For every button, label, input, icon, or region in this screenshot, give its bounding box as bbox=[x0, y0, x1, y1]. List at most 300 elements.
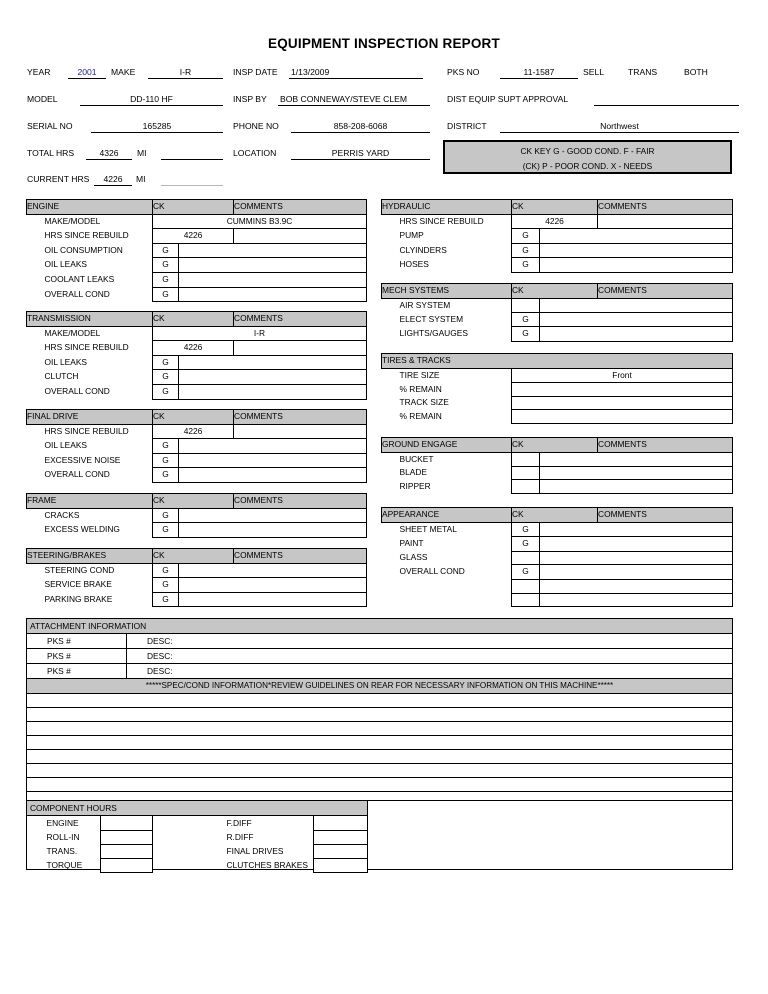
col-header-comments: COMMENTS bbox=[234, 200, 367, 215]
section-engine bbox=[26, 199, 367, 302]
row-label: OIL LEAKS bbox=[44, 356, 88, 367]
col-header-comments: COMMENTS bbox=[598, 438, 733, 453]
row-label: LIGHTS/GAUGES bbox=[399, 328, 468, 339]
table-row bbox=[382, 229, 733, 244]
table-row bbox=[27, 287, 367, 302]
table-row bbox=[27, 424, 367, 439]
location-rule bbox=[291, 159, 430, 160]
table-row bbox=[27, 736, 733, 750]
row-label: OVERALL COND bbox=[44, 469, 110, 480]
pks-no-value[interactable]: 11-1587 bbox=[523, 67, 555, 77]
table-row bbox=[27, 664, 733, 679]
section-transmission bbox=[26, 311, 367, 400]
row-merged-value[interactable]: I-R bbox=[153, 326, 367, 341]
table-row bbox=[27, 508, 367, 523]
model-rule bbox=[80, 105, 223, 106]
table-row bbox=[27, 858, 368, 872]
notes-line[interactable] bbox=[27, 778, 733, 792]
row-label: SERVICE BRAKE bbox=[44, 579, 112, 590]
notes-line[interactable] bbox=[27, 764, 733, 778]
table-row bbox=[27, 750, 733, 764]
row-comment-value[interactable] bbox=[234, 341, 367, 356]
row-ck-value[interactable]: G bbox=[153, 384, 179, 399]
row-ck-value[interactable] bbox=[512, 480, 540, 494]
notes-line[interactable] bbox=[27, 708, 733, 722]
row-ck-value[interactable] bbox=[512, 579, 540, 593]
row-label: CRACKS bbox=[44, 509, 80, 520]
pks-no-label: PKS NO bbox=[447, 67, 480, 77]
section-title-engine: ENGINE bbox=[27, 200, 153, 215]
row-label: % REMAIN bbox=[399, 383, 442, 394]
page-title: EQUIPMENT INSPECTION REPORT bbox=[268, 36, 500, 51]
col-header-ck: CK bbox=[153, 200, 234, 215]
row-ck-value[interactable] bbox=[512, 452, 540, 466]
total-hrs-label: TOTAL HRS bbox=[27, 148, 75, 158]
row-comment-value[interactable] bbox=[540, 298, 733, 312]
table-row bbox=[382, 396, 733, 410]
table-row bbox=[382, 522, 733, 537]
insp-by-value[interactable]: BOB CONNEWAY/STEVE CLEM bbox=[280, 94, 408, 104]
table-row bbox=[27, 563, 367, 578]
row-label: GLASS bbox=[399, 552, 428, 563]
section-header-row bbox=[27, 312, 367, 327]
table-row bbox=[27, 214, 367, 229]
year-rule bbox=[68, 78, 106, 79]
make-label: MAKE bbox=[111, 67, 136, 77]
table-row bbox=[27, 523, 367, 538]
row-comment-value[interactable] bbox=[179, 243, 367, 258]
component-hours-left-value[interactable] bbox=[101, 830, 153, 844]
attachment-desc-label[interactable]: DESC: bbox=[127, 634, 733, 649]
row-ck-value[interactable] bbox=[512, 593, 540, 607]
row-comment-value[interactable] bbox=[179, 453, 367, 468]
row-ck-value[interactable]: G bbox=[512, 258, 540, 273]
notes-line[interactable] bbox=[27, 694, 733, 708]
section-title-mech-systems: MECH SYSTEMS bbox=[382, 284, 512, 299]
table-row bbox=[382, 466, 733, 480]
row-comment-value[interactable] bbox=[540, 312, 733, 327]
row-label: AIR SYSTEM bbox=[399, 299, 451, 310]
total-mi-label: MI bbox=[137, 148, 147, 158]
table-row bbox=[382, 383, 733, 397]
current-hrs-value[interactable]: 4226 bbox=[103, 174, 123, 184]
row-ck-value[interactable]: G bbox=[512, 537, 540, 552]
component-hours-right-label: CLUTCHES BRAKES bbox=[226, 860, 308, 870]
row-ck-value[interactable]: G bbox=[153, 578, 179, 593]
component-hours-left-value[interactable] bbox=[101, 816, 153, 831]
section-frame bbox=[26, 493, 367, 538]
row-label: PARKING BRAKE bbox=[44, 593, 113, 604]
row-label: MAKE/MODEL bbox=[44, 215, 101, 226]
row-comment-value[interactable] bbox=[598, 214, 733, 229]
row-label: CLUTCH bbox=[44, 371, 79, 382]
district-rule bbox=[500, 132, 739, 133]
serial-no-value[interactable]: 165285 bbox=[142, 121, 172, 131]
section-title-tires-tracks: TIRES & TRACKS bbox=[382, 354, 733, 369]
row-ck-value[interactable]: G bbox=[153, 272, 179, 287]
section-header-row bbox=[27, 200, 367, 215]
row-ck-value[interactable]: G bbox=[153, 243, 179, 258]
both-label[interactable]: BOTH bbox=[684, 67, 708, 77]
table-row bbox=[27, 778, 733, 792]
row-comment-value[interactable] bbox=[540, 565, 733, 580]
row-label: PAINT bbox=[399, 538, 424, 549]
table-row bbox=[382, 452, 733, 466]
notes-line[interactable] bbox=[27, 722, 733, 736]
row-comment-value[interactable] bbox=[179, 508, 367, 523]
section-appearance bbox=[381, 507, 733, 607]
row-comment-value[interactable] bbox=[179, 355, 367, 370]
table-row bbox=[382, 214, 733, 229]
row-comment-value[interactable] bbox=[234, 424, 367, 439]
col-header-comments: COMMENTS bbox=[234, 549, 367, 564]
row-label: HRS SINCE REBUILD bbox=[44, 425, 129, 436]
total-mi-rule bbox=[161, 159, 223, 160]
component-hours-right-label: R.DIFF bbox=[226, 832, 254, 842]
phone-no-label: PHONE NO bbox=[233, 121, 279, 131]
row-ck-value[interactable] bbox=[512, 298, 540, 312]
component-hours-left-label: TORQUE bbox=[46, 860, 83, 870]
row-comment-value[interactable] bbox=[540, 327, 733, 342]
table-row bbox=[382, 368, 733, 383]
attachment-pks-label[interactable]: PKS # bbox=[27, 664, 127, 679]
trans-label[interactable]: TRANS bbox=[628, 67, 658, 77]
col-header-ck: CK bbox=[153, 549, 234, 564]
insp-date-value[interactable]: 1/13/2009 bbox=[291, 67, 330, 77]
row-comment-value[interactable] bbox=[540, 551, 733, 565]
row-label bbox=[382, 579, 512, 593]
table-row bbox=[382, 410, 733, 424]
component-hours-right-label: F.DIFF bbox=[226, 818, 252, 828]
col-header-ck: CK bbox=[512, 284, 598, 299]
row-label: TRACK SIZE bbox=[399, 397, 449, 408]
district-value[interactable]: Northwest bbox=[600, 121, 639, 131]
table-row bbox=[27, 764, 733, 778]
row-label: OIL LEAKS bbox=[44, 440, 88, 451]
col-header-comments: COMMENTS bbox=[598, 508, 733, 523]
row-ck-value[interactable]: G bbox=[153, 563, 179, 578]
row-ck-value[interactable]: G bbox=[153, 355, 179, 370]
table-row bbox=[382, 593, 733, 607]
component-hours-right-value[interactable] bbox=[314, 816, 368, 831]
row-ck-value[interactable]: G bbox=[153, 592, 179, 607]
component-hours-left-value[interactable] bbox=[101, 844, 153, 858]
component-hours-right-label: FINAL DRIVES bbox=[226, 846, 284, 856]
row-label: SHEET METAL bbox=[399, 523, 457, 534]
section-title-component-hours: COMPONENT HOURS bbox=[27, 801, 368, 816]
row-label: COOLANT LEAKS bbox=[44, 273, 115, 284]
component-hours-left-label: TRANS. bbox=[46, 846, 78, 856]
section-header-row bbox=[27, 549, 367, 564]
row-merged-value[interactable]: CUMMINS B3.9C bbox=[153, 214, 367, 229]
insp-by-rule bbox=[278, 105, 430, 106]
table-row bbox=[382, 258, 733, 273]
row-label: HRS SINCE REBUILD bbox=[44, 230, 129, 241]
serial-no-label: SERIAL NO bbox=[27, 121, 73, 131]
component-hours-right-value[interactable] bbox=[314, 858, 368, 872]
row-label: OIL LEAKS bbox=[44, 259, 88, 270]
row-comment-value[interactable] bbox=[179, 563, 367, 578]
phone-no-rule bbox=[291, 132, 430, 133]
table-row bbox=[27, 384, 367, 399]
location-label: LOCATION bbox=[233, 148, 277, 158]
attachment-desc-label[interactable]: DESC: bbox=[127, 664, 733, 679]
row-comment-value[interactable] bbox=[540, 466, 733, 480]
total-hrs-value[interactable]: 4326 bbox=[99, 148, 119, 158]
section-tires-tracks bbox=[381, 353, 733, 424]
section-attachment-information bbox=[26, 618, 733, 821]
location-value[interactable]: PERRIS YARD bbox=[331, 148, 390, 158]
row-comment-value[interactable] bbox=[540, 258, 733, 273]
col-header-comments: COMMENTS bbox=[234, 312, 367, 327]
model-label: MODEL bbox=[27, 94, 58, 104]
table-row bbox=[382, 537, 733, 552]
component-hours-left-label: ROLL-IN bbox=[46, 832, 80, 842]
section-steering-brakes bbox=[26, 548, 367, 607]
section-component-hours bbox=[26, 800, 367, 873]
section-title-steering-brakes: STEERING/BRAKES bbox=[27, 549, 153, 564]
table-row bbox=[27, 722, 733, 736]
insp-by-label: INSP BY bbox=[233, 94, 267, 104]
row-ck-value[interactable]: G bbox=[512, 229, 540, 244]
table-row bbox=[27, 634, 733, 649]
row-comment-value[interactable] bbox=[540, 579, 733, 593]
row-comment-value[interactable] bbox=[540, 522, 733, 537]
row-comment-value[interactable] bbox=[179, 287, 367, 302]
section-hydraulic bbox=[381, 199, 733, 273]
row-comment-value[interactable] bbox=[179, 439, 367, 454]
row-comment-value[interactable] bbox=[179, 384, 367, 399]
row-label: HRS SINCE REBUILD bbox=[44, 342, 129, 353]
table-row bbox=[382, 551, 733, 565]
component-hours-right-value[interactable] bbox=[314, 830, 368, 844]
row-comment-value[interactable] bbox=[540, 452, 733, 466]
section-header-row bbox=[27, 494, 367, 509]
row-label: MAKE/MODEL bbox=[44, 327, 101, 338]
table-row bbox=[27, 694, 733, 708]
row-ck-value[interactable]: G bbox=[512, 522, 540, 537]
row-comment-value[interactable] bbox=[179, 523, 367, 538]
row-label: OVERALL COND bbox=[44, 288, 110, 299]
phone-no-value[interactable]: 858-208-6068 bbox=[333, 121, 388, 131]
row-comment-value[interactable] bbox=[540, 243, 733, 258]
table-row bbox=[27, 844, 368, 858]
table-row bbox=[27, 708, 733, 722]
notes-line[interactable] bbox=[27, 750, 733, 764]
serial-no-rule bbox=[91, 132, 223, 133]
table-row bbox=[27, 370, 367, 385]
row-comment-value[interactable] bbox=[540, 480, 733, 494]
table-row bbox=[27, 830, 368, 844]
table-row bbox=[382, 480, 733, 494]
make-value[interactable]: I-R bbox=[179, 67, 192, 77]
row-merged-value[interactable] bbox=[512, 383, 733, 397]
row-merged-value[interactable] bbox=[512, 410, 733, 424]
section-title-final-drive: FINAL DRIVE bbox=[27, 410, 153, 425]
spacer bbox=[153, 858, 219, 872]
row-ck-value[interactable]: G bbox=[153, 468, 179, 483]
table-row bbox=[382, 243, 733, 258]
component-hours-header-row bbox=[27, 801, 368, 816]
spacer bbox=[153, 816, 219, 831]
col-header-comments: COMMENTS bbox=[234, 410, 367, 425]
row-ck-value[interactable]: G bbox=[153, 439, 179, 454]
table-row bbox=[27, 258, 367, 273]
section-header-row bbox=[382, 508, 733, 523]
component-hours-left-label: ENGINE bbox=[46, 818, 79, 828]
current-mi-label: MI bbox=[136, 174, 146, 184]
attachment-pks-label[interactable]: PKS # bbox=[27, 634, 127, 649]
row-label: ELECT SYSTEM bbox=[399, 313, 464, 324]
table-row bbox=[27, 816, 368, 831]
col-header-ck: CK bbox=[512, 438, 598, 453]
row-comment-value[interactable] bbox=[234, 229, 367, 244]
row-label: EXCESSIVE NOISE bbox=[44, 454, 121, 465]
section-title-hydraulic: HYDRAULIC bbox=[382, 200, 512, 215]
table-row bbox=[27, 272, 367, 287]
row-comment-value[interactable] bbox=[179, 272, 367, 287]
make-rule bbox=[148, 78, 223, 79]
row-merged-value[interactable] bbox=[512, 396, 733, 410]
table-row bbox=[27, 468, 367, 483]
row-comment-value[interactable] bbox=[540, 229, 733, 244]
attachment-header-row bbox=[27, 619, 733, 634]
row-ck-value[interactable]: G bbox=[512, 312, 540, 327]
row-label: BLADE bbox=[399, 467, 427, 478]
row-ck-value[interactable]: G bbox=[512, 327, 540, 342]
row-comment-value[interactable] bbox=[179, 370, 367, 385]
row-comment-value[interactable] bbox=[540, 593, 733, 607]
table-row bbox=[27, 578, 367, 593]
table-row bbox=[382, 327, 733, 342]
component-hours-left-value[interactable] bbox=[101, 858, 153, 872]
table-row bbox=[382, 312, 733, 327]
row-comment-value[interactable] bbox=[540, 537, 733, 552]
dist-equip-supt-approval-label: DIST EQUIP SUPT APPROVAL bbox=[447, 94, 569, 104]
row-ck-value[interactable]: G bbox=[153, 523, 179, 538]
row-ck-value[interactable] bbox=[512, 466, 540, 480]
table-row bbox=[27, 229, 367, 244]
section-header-row bbox=[382, 354, 733, 369]
row-ck-value[interactable]: G bbox=[153, 258, 179, 273]
table-row bbox=[382, 298, 733, 312]
row-label: RIPPER bbox=[399, 480, 431, 491]
spacer bbox=[153, 844, 219, 858]
row-label: HRS SINCE REBUILD bbox=[399, 215, 484, 226]
row-label: PUMP bbox=[399, 230, 424, 241]
row-ck-value[interactable] bbox=[512, 551, 540, 565]
row-comment-value[interactable] bbox=[179, 468, 367, 483]
attachment-desc-label[interactable]: DESC: bbox=[127, 649, 733, 664]
pks-no-rule bbox=[500, 78, 578, 79]
col-header-comments: COMMENTS bbox=[234, 494, 367, 509]
col-header-ck: CK bbox=[153, 312, 234, 327]
row-label: TIRE SIZE bbox=[399, 369, 440, 380]
table-row bbox=[27, 592, 367, 607]
attachment-pks-label[interactable]: PKS # bbox=[27, 649, 127, 664]
section-title-transmission: TRANSMISSION bbox=[27, 312, 153, 327]
row-ck-value[interactable]: G bbox=[512, 565, 540, 580]
ck-key-line-1: CK KEY G - GOOD COND. F - FAIR bbox=[520, 146, 655, 156]
row-label: STEERING COND bbox=[44, 564, 115, 575]
table-row bbox=[382, 565, 733, 580]
row-label: OIL CONSUMPTION bbox=[44, 244, 123, 255]
section-final-drive bbox=[26, 409, 367, 483]
spec-cond-banner: *****SPEC/COND INFORMATION*REVIEW GUIDELINES ON REAR FOR NECESSARY INFORMATION ON THIS MACHINE***** bbox=[27, 679, 733, 694]
col-header-comments: COMMENTS bbox=[598, 200, 733, 215]
row-ck-value[interactable]: 4226 bbox=[153, 341, 234, 356]
row-comment-value[interactable] bbox=[179, 578, 367, 593]
table-row bbox=[382, 579, 733, 593]
row-ck-value[interactable]: 4226 bbox=[512, 214, 598, 229]
current-hrs-rule bbox=[94, 185, 132, 186]
sell-label[interactable]: SELL bbox=[583, 67, 605, 77]
table-row bbox=[27, 341, 367, 356]
row-ck-value[interactable]: 4226 bbox=[153, 424, 234, 439]
row-label: OVERALL COND bbox=[44, 385, 110, 396]
row-merged-value[interactable]: Front bbox=[512, 368, 733, 383]
section-ground-engage bbox=[381, 437, 733, 494]
col-header-ck: CK bbox=[512, 508, 598, 523]
col-header-ck: CK bbox=[153, 410, 234, 425]
spacer bbox=[153, 830, 219, 844]
row-ck-value[interactable]: G bbox=[512, 243, 540, 258]
section-title-ground-engage: GROUND ENGAGE bbox=[382, 438, 512, 453]
table-row bbox=[27, 649, 733, 664]
ck-key-legend-box bbox=[443, 140, 732, 174]
year-label: YEAR bbox=[27, 67, 51, 77]
table-row bbox=[27, 355, 367, 370]
col-header-ck: CK bbox=[153, 494, 234, 509]
component-hours-right-value[interactable] bbox=[314, 844, 368, 858]
current-hrs-label: CURRENT HRS bbox=[27, 174, 90, 184]
district-label: DISTRICT bbox=[447, 121, 487, 131]
section-header-row bbox=[382, 284, 733, 299]
model-value[interactable]: DD-110 HF bbox=[130, 94, 173, 104]
notes-line[interactable] bbox=[27, 736, 733, 750]
row-ck-value[interactable]: 4226 bbox=[153, 229, 234, 244]
total-hrs-rule bbox=[86, 159, 132, 160]
row-ck-value[interactable]: G bbox=[153, 370, 179, 385]
row-label: CLYINDERS bbox=[399, 244, 447, 255]
table-row bbox=[27, 439, 367, 454]
table-row bbox=[27, 326, 367, 341]
row-label: OVERALL COND bbox=[399, 566, 465, 577]
section-title-appearance: APPEARANCE bbox=[382, 508, 512, 523]
row-comment-value[interactable] bbox=[179, 258, 367, 273]
row-comment-value[interactable] bbox=[179, 592, 367, 607]
row-ck-value[interactable]: G bbox=[153, 287, 179, 302]
row-label: BUCKET bbox=[399, 453, 434, 464]
section-title-frame: FRAME bbox=[27, 494, 153, 509]
insp-date-label: INSP DATE bbox=[233, 67, 278, 77]
row-label: HOSES bbox=[399, 259, 429, 270]
col-header-comments: COMMENTS bbox=[598, 284, 733, 299]
section-header-row bbox=[382, 200, 733, 215]
row-ck-value[interactable]: G bbox=[153, 508, 179, 523]
spec-banner-row bbox=[27, 679, 733, 694]
row-label bbox=[382, 593, 512, 607]
year-value[interactable]: 2001 bbox=[77, 67, 97, 77]
row-ck-value[interactable]: G bbox=[153, 453, 179, 468]
current-mi-rule bbox=[161, 185, 223, 186]
section-title-attachment-information: ATTACHMENT INFORMATION bbox=[27, 619, 733, 634]
table-row bbox=[27, 243, 367, 258]
section-header-row bbox=[382, 438, 733, 453]
row-label: % REMAIN bbox=[399, 410, 442, 421]
section-header-row bbox=[27, 410, 367, 425]
table-row bbox=[27, 453, 367, 468]
